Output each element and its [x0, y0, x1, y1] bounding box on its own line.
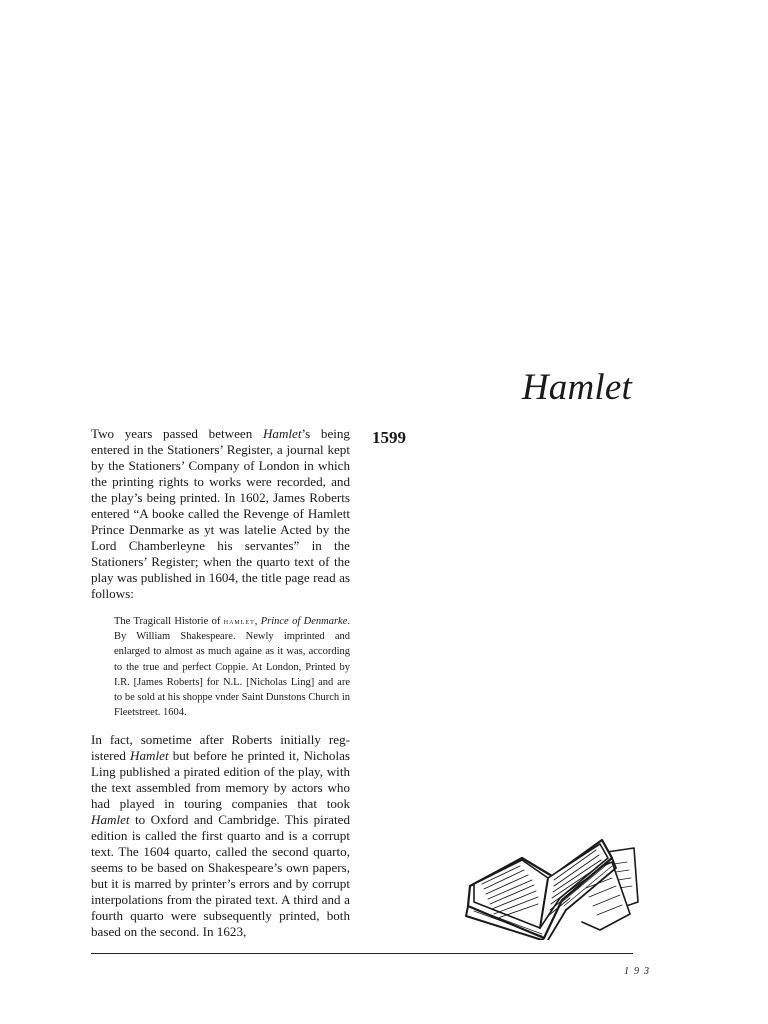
year-label: 1599 — [372, 428, 406, 447]
footer-rule — [91, 953, 633, 954]
play-title-italic: Hamlet — [262, 426, 302, 441]
quote-run: . By William Shakespeare. Newly imprinted and enlarged to almost as much againe as it was, according to the true and perfect Coppie. At London, Printed by I.R. [James Roberts] for N.L. [Nicholas Ling] and are to be sold at his shoppe vnder Saint Dunstons Church in Fleetstreet. 1604. — [114, 616, 350, 719]
page-number: 193 — [624, 966, 654, 977]
paragraph-2 — [91, 732, 350, 940]
text-run: but before he printed it, Nicholas Ling published a pirated edition of the play, with the text assembled from memory by actors who had played in touring companies that took — [91, 748, 350, 812]
quote-italic: Prince of Denmarke — [260, 616, 348, 627]
text-run: Two years passed between — [91, 426, 263, 441]
paragraph-1 — [91, 426, 350, 602]
open-book-icon — [462, 818, 642, 940]
page-title: Hamlet — [521, 367, 632, 408]
block-quote — [114, 614, 350, 720]
quote-run: , — [254, 616, 261, 627]
quote-run: The Tragicall Historie of — [114, 616, 224, 627]
text-run: In fact, sometime after Roberts initially registered — [91, 732, 350, 764]
text-run: to Oxford and Cambridge. This pirated edition is called the first quarto and is a corrupt text. The 1604 quarto, called the second quarto, seems to be based on Shakespeare’s own papers, but it is marred by printer’s errors and by corrupt interpolations from the pirated text. A third and a fourth quarto were subsequently printed, both based on the second. In 1623, — [91, 812, 350, 940]
text-run: ’s being entered in the Stationers’ Register, a journal kept by the Stationers’ Company of London in which the printing rights to works were recorded, and the play’s being printed. In 1602, James Roberts entered “A booke called the Revenge of Hamlett Prince Denmarke as yt was latelie Acted by the Lord Chamberleyne his servantes” in the Stationers’ Register; when the quarto text of the play was published in 1604, the title page read as follows: — [91, 426, 350, 601]
quote-small-caps: hamlet — [223, 616, 255, 626]
main-text-column — [91, 426, 350, 940]
play-title-italic: Hamlet — [91, 812, 130, 828]
play-title-italic: Hamlet — [130, 748, 169, 764]
